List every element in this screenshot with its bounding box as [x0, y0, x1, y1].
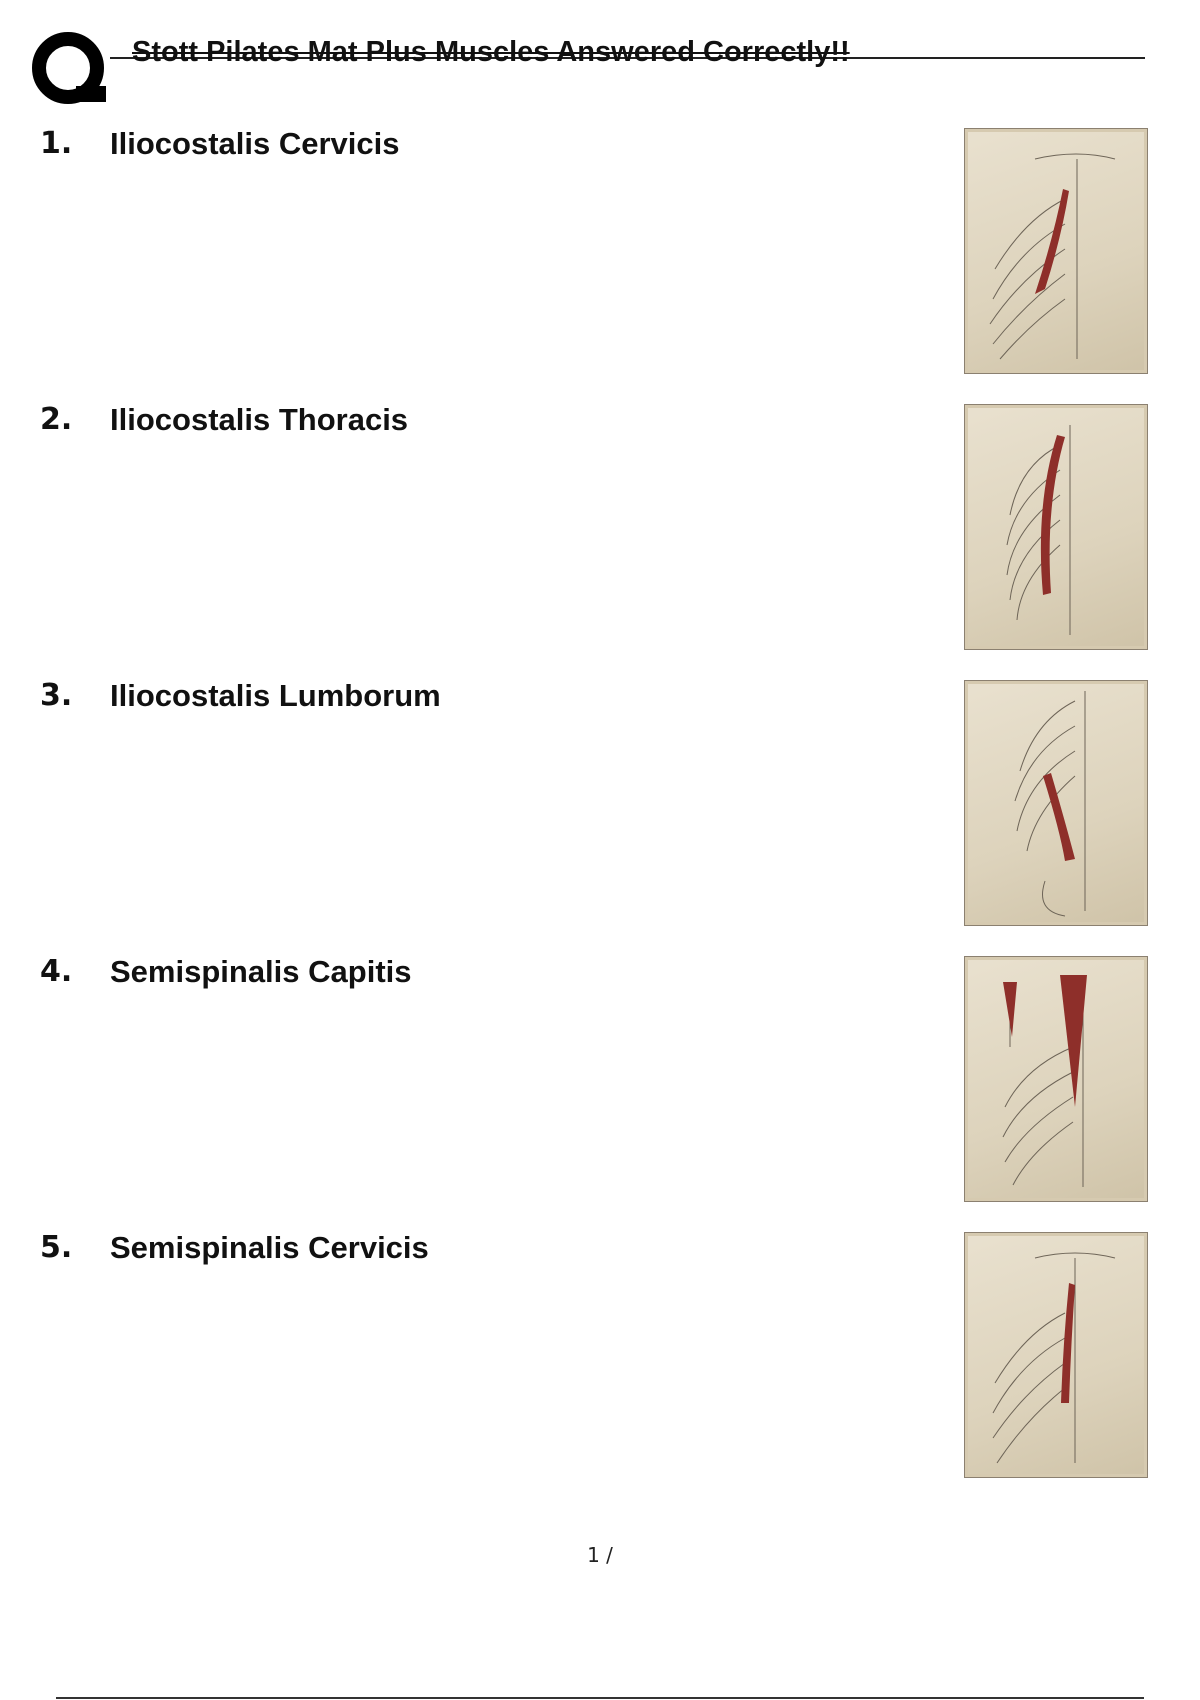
- item-number: 3.: [40, 678, 73, 713]
- item-label: Semispinalis Capitis: [110, 954, 412, 989]
- item-number: 4.: [40, 954, 73, 989]
- anatomy-illustration: [964, 1232, 1148, 1478]
- item-number: 5.: [40, 1230, 73, 1265]
- muscle-item-4: [40, 954, 1150, 1204]
- muscle-item-5: [40, 1230, 1150, 1480]
- page-number: 1 /: [587, 1543, 613, 1567]
- anatomy-illustration: [964, 956, 1148, 1202]
- document-title: Stott Pilates Mat Plus Muscles Answered Correctly!!: [132, 36, 850, 68]
- item-label: Iliocostalis Cervicis: [110, 126, 400, 161]
- item-label: Iliocostalis Thoracis: [110, 402, 409, 437]
- anatomy-illustration: [964, 680, 1148, 926]
- q-logo-icon: [30, 30, 112, 112]
- item-number: 2.: [40, 402, 73, 437]
- item-label: Semispinalis Cervicis: [110, 1230, 429, 1265]
- muscle-item-3: [40, 678, 1150, 928]
- item-label: Iliocostalis Lumborum: [110, 678, 441, 713]
- muscle-item-2: [40, 402, 1150, 652]
- muscle-item-1: [40, 126, 1150, 376]
- anatomy-illustration: [964, 404, 1148, 650]
- item-number: 1.: [40, 126, 73, 161]
- footer-rule: [56, 1697, 1144, 1699]
- anatomy-illustration: [964, 128, 1148, 374]
